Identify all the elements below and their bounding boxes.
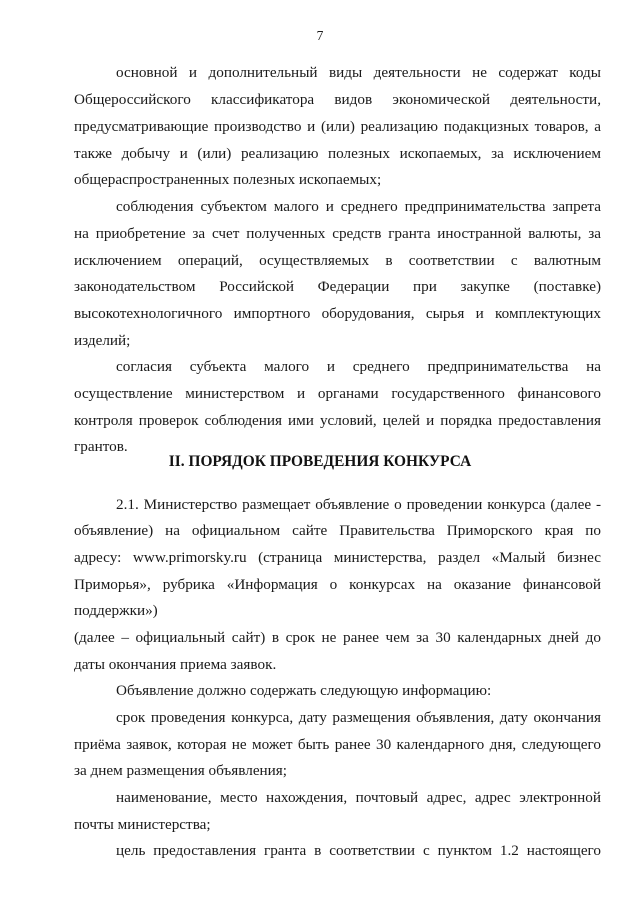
text-line: грантов. bbox=[74, 438, 128, 455]
section-heading: II. ПОРЯДОК ПРОВЕДЕНИЯ КОНКУРСА bbox=[168, 453, 472, 470]
text-line: основной и дополнительный виды деятельности не содержат коды bbox=[116, 64, 601, 81]
text-line: на приобретение за счет полученных средств гранта иностранной валюты, за bbox=[74, 225, 601, 242]
text-line: почты министерства; bbox=[74, 816, 211, 833]
text-line: даты окончания приема заявок. bbox=[74, 656, 277, 673]
text-line: цель предоставления гранта в соответствии с пунктом 1.2 настоящего bbox=[116, 842, 601, 859]
text-line: также добычу и (или) реализацию полезных ископаемых, за исключением bbox=[74, 145, 601, 162]
text-line: приёма заявок, которая не может быть ранее 30 календарного дня, следующего bbox=[74, 736, 601, 753]
text-line: законодательством Российской Федерации при закупке (поставке) bbox=[74, 278, 601, 295]
text-line: объявление) на официальном сайте Правительства Приморского края по bbox=[74, 522, 601, 539]
page-number: 7 bbox=[316, 28, 324, 43]
text-line: Приморья», рубрика «Информация о конкурсах на оказание финансовой bbox=[74, 576, 601, 593]
text-line: (далее – официальный сайт) в срок не ранее чем за 30 календарных дней до bbox=[74, 629, 601, 646]
text-line: общераспространенных полезных ископаемых; bbox=[74, 171, 382, 188]
text-line: адресу: www.primorsky.ru (страница министерства, раздел «Малый бизнес bbox=[74, 549, 601, 566]
text-line: 2.1. Министерство размещает объявление о проведении конкурса (далее - bbox=[116, 496, 601, 513]
text-line: соблюдения субъектом малого и среднего предпринимательства запрета bbox=[116, 198, 601, 215]
text-line: поддержки») bbox=[74, 602, 158, 619]
text-line: наименование, место нахождения, почтовый адрес, адрес электронной bbox=[116, 789, 601, 806]
text-line: контроля проверок соблюдения ими условий, целей и порядка предоставления bbox=[74, 412, 601, 429]
text-line: срок проведения конкурса, дату размещения объявления, дату окончания bbox=[116, 709, 601, 726]
text-line: осуществление министерством и органами государственного финансового bbox=[74, 385, 601, 402]
text-line: за днем размещения объявления; bbox=[74, 762, 288, 779]
text-line: Объявление должно содержать следующую информацию: bbox=[116, 682, 492, 699]
text-line: предусматривающие производство и (или) реализацию подакцизных товаров, а bbox=[74, 118, 601, 135]
text-line: Общероссийского классификатора видов экономической деятельности, bbox=[74, 91, 601, 108]
text-line: изделий; bbox=[74, 332, 131, 349]
text-line: согласия субъекта малого и среднего предпринимательства на bbox=[116, 358, 601, 375]
text-line: высокотехнологичного импортного оборудования, сырья и комплектующих bbox=[74, 305, 601, 322]
text-line: исключением операций, осуществляемых в соответствии с валютным bbox=[74, 252, 601, 269]
